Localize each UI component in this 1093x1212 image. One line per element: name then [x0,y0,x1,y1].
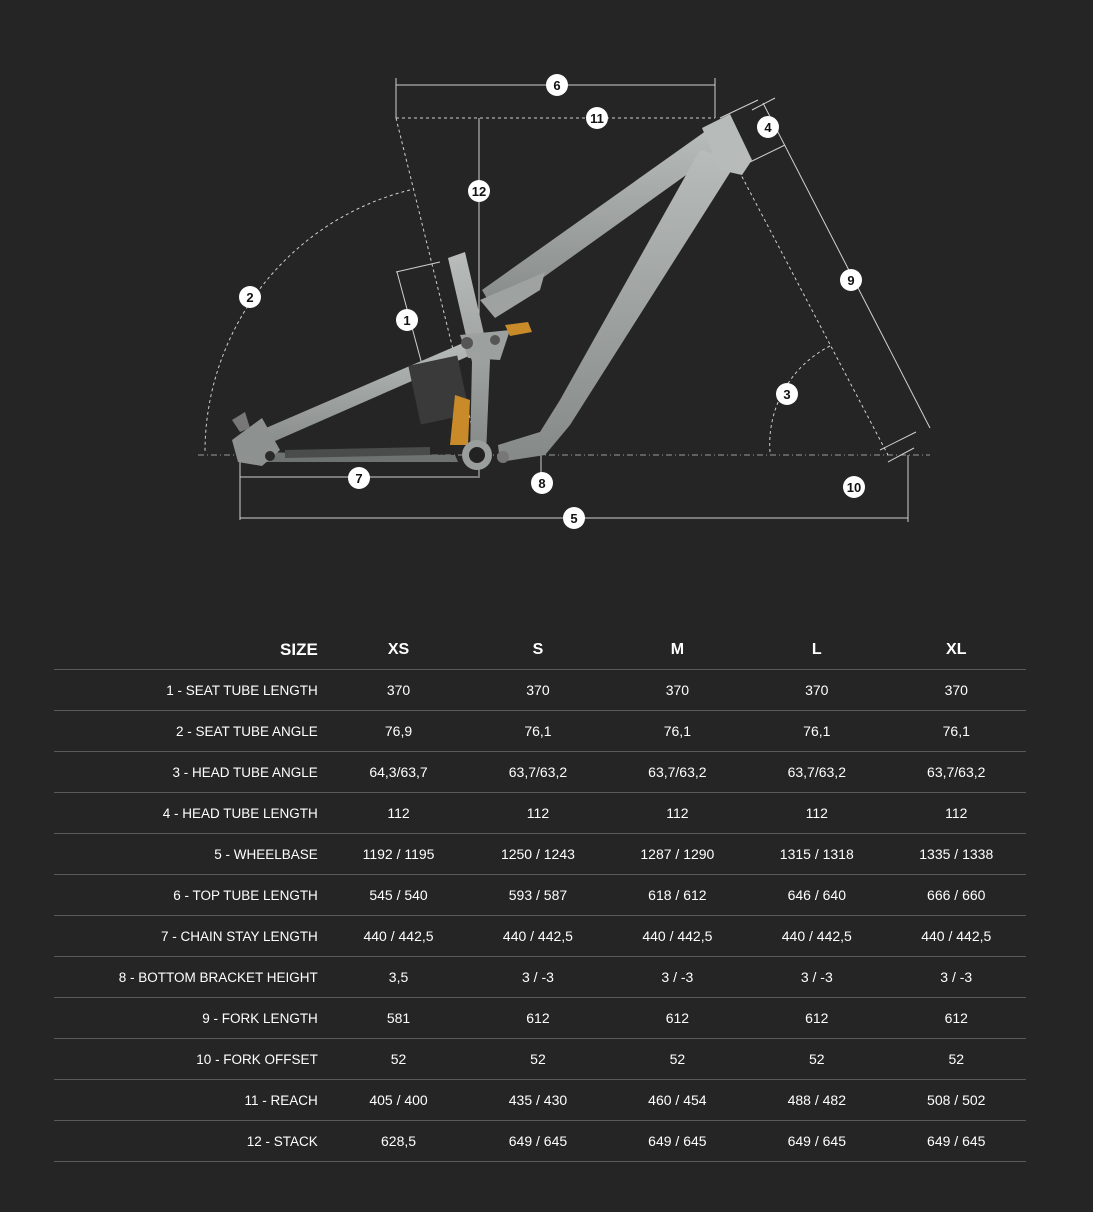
cell: 63,7/63,2 [468,752,607,793]
cell: 64,3/63,7 [329,752,468,793]
cell: 440 / 442,5 [887,916,1027,957]
table-row [54,752,1026,793]
cell: 3 / -3 [887,957,1027,998]
cell: 612 [608,998,747,1039]
cell: 112 [329,793,468,834]
table-row [54,834,1026,875]
table-row [54,1080,1026,1121]
cell: 76,1 [887,711,1027,752]
cell: 76,1 [468,711,607,752]
table-row [54,957,1026,998]
table-row [54,1039,1026,1080]
marker-9 [840,269,862,291]
cell: 112 [887,793,1027,834]
marker-4 [757,116,779,138]
table-body [54,670,1026,1162]
cell: 52 [887,1039,1027,1080]
svg-text:7: 7 [355,471,363,486]
row-label: 11 - REACH [54,1080,329,1121]
cell: 488 / 482 [747,1080,886,1121]
row-label: 12 - STACK [54,1121,329,1162]
cell: 76,1 [608,711,747,752]
cell: 460 / 454 [608,1080,747,1121]
size-xs-header: XS [329,630,468,670]
marker-8 [531,472,553,494]
table-row [54,793,1026,834]
svg-text:12: 12 [471,184,487,199]
cell: 649 / 645 [747,1121,886,1162]
cell: 52 [329,1039,468,1080]
row-label: 1 - SEAT TUBE LENGTH [54,670,329,711]
table-row [54,711,1026,752]
cell: 370 [468,670,607,711]
table-row [54,670,1026,711]
svg-text:11: 11 [590,111,604,126]
cell: 3 / -3 [608,957,747,998]
cell: 370 [608,670,747,711]
table-row [54,1121,1026,1162]
table-row [54,998,1026,1039]
cell: 646 / 640 [747,875,886,916]
row-label: 5 - WHEELBASE [54,834,329,875]
cell: 3,5 [329,957,468,998]
cell: 581 [329,998,468,1039]
size-xl-header: XL [887,630,1027,670]
cell: 112 [468,793,607,834]
cell: 112 [747,793,886,834]
cell: 440 / 442,5 [468,916,607,957]
marker-6 [546,74,568,96]
cell: 628,5 [329,1121,468,1162]
cell: 370 [887,670,1027,711]
marker-2 [239,286,261,308]
marker-3 [776,383,798,405]
row-label: 8 - BOTTOM BRACKET HEIGHT [54,957,329,998]
cell: 618 / 612 [608,875,747,916]
cell: 649 / 645 [468,1121,607,1162]
row-label: 10 - FORK OFFSET [54,1039,329,1080]
cell: 440 / 442,5 [747,916,886,957]
svg-text:4: 4 [764,120,772,135]
size-s-header: S [468,630,607,670]
cell: 63,7/63,2 [747,752,886,793]
marker-1 [396,309,418,331]
frame-geometry-diagram [0,0,1093,560]
row-label: 7 - CHAIN STAY LENGTH [54,916,329,957]
cell: 63,7/63,2 [887,752,1027,793]
table-row [54,916,1026,957]
table-row [54,875,1026,916]
svg-text:5: 5 [570,511,578,526]
bike-frame [232,114,752,470]
cell: 649 / 645 [887,1121,1027,1162]
svg-text:3: 3 [783,387,791,402]
table-header-row [54,630,1026,670]
cell: 405 / 400 [329,1080,468,1121]
cell: 52 [468,1039,607,1080]
cell: 440 / 442,5 [608,916,747,957]
cell: 440 / 442,5 [329,916,468,957]
size-l-header: L [747,630,886,670]
cell: 370 [747,670,886,711]
cell: 370 [329,670,468,711]
size-m-header: M [608,630,747,670]
marker-7 [348,467,370,489]
svg-text:10: 10 [846,480,862,495]
marker-11 [586,107,608,129]
cell: 1287 / 1290 [608,834,747,875]
cell: 63,7/63,2 [608,752,747,793]
cell: 76,9 [329,711,468,752]
row-label: 6 - TOP TUBE LENGTH [54,875,329,916]
cell: 649 / 645 [608,1121,747,1162]
row-label: 3 - HEAD TUBE ANGLE [54,752,329,793]
svg-text:6: 6 [553,78,561,93]
marker-5 [563,507,585,529]
cell: 3 / -3 [747,957,886,998]
cell: 76,1 [747,711,886,752]
svg-text:2: 2 [246,290,254,305]
cell: 666 / 660 [887,875,1027,916]
cell: 593 / 587 [468,875,607,916]
cell: 1315 / 1318 [747,834,886,875]
row-label: 4 - HEAD TUBE LENGTH [54,793,329,834]
cell: 3 / -3 [468,957,607,998]
svg-text:9: 9 [847,273,855,288]
cell: 612 [468,998,607,1039]
row-label: 2 - SEAT TUBE ANGLE [54,711,329,752]
cell: 612 [747,998,886,1039]
marker-12 [468,180,490,202]
cell: 52 [608,1039,747,1080]
svg-text:1: 1 [403,313,411,328]
geometry-table [54,630,1026,1162]
cell: 508 / 502 [887,1080,1027,1121]
cell: 1335 / 1338 [887,834,1027,875]
svg-text:8: 8 [538,476,546,491]
cell: 52 [747,1039,886,1080]
cell: 612 [887,998,1027,1039]
cell: 112 [608,793,747,834]
cell: 1250 / 1243 [468,834,607,875]
cell: 1192 / 1195 [329,834,468,875]
marker-10 [843,476,865,498]
row-label: 9 - FORK LENGTH [54,998,329,1039]
cell: 545 / 540 [329,875,468,916]
size-header: SIZE [54,630,329,670]
cell: 435 / 430 [468,1080,607,1121]
